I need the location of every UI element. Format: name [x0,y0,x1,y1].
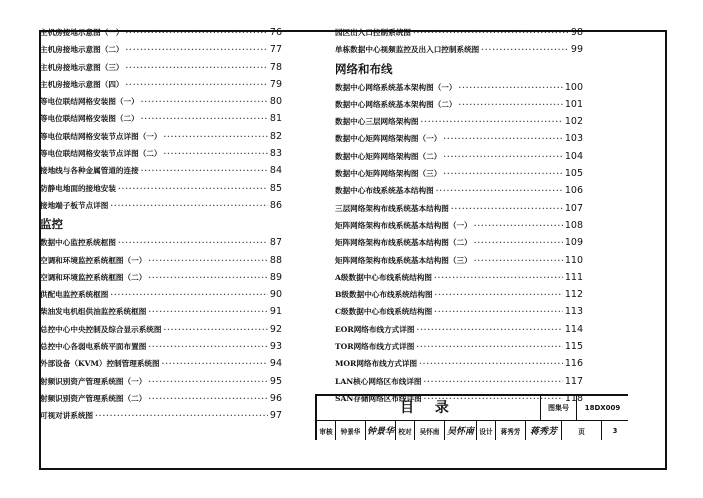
dot-leader [141,93,268,110]
toc-entry-title: 供配电监控系统框图 [40,290,109,300]
toc-entry-page: 93 [269,341,282,353]
section-heading: 监控 [40,217,63,232]
toc-entry-title: SAN存储网络区布线详图 [335,393,422,403]
toc-entry-title: 数据中心三层网络架构图 [335,117,419,127]
designer-signature: 蒋秀芳 [526,421,562,440]
toc-entry-page: 84 [269,165,282,177]
dot-leader [148,303,268,320]
toc-entry[interactable] [335,234,583,251]
toc-entry[interactable] [40,93,282,110]
toc-entry[interactable] [40,76,282,93]
toc-entry-title: 数据中心布线系统基本结构图 [335,186,434,196]
toc-entry[interactable] [40,59,282,76]
toc-right-column [335,24,583,407]
toc-entry[interactable] [40,128,282,145]
page-value: 3 [612,426,618,435]
dot-leader [416,338,563,355]
toc-entry[interactable] [40,303,282,320]
dot-leader [416,321,562,338]
check-label: 校对 [396,421,415,440]
toc-entry-page: 102 [564,116,583,128]
toc-entry-page: 108 [564,219,583,231]
dot-leader [162,355,268,372]
dot-leader [95,407,268,424]
toc-entry[interactable] [335,130,583,147]
signature-row [317,421,628,440]
toc-entry-title: 射频识别资产管理系统图（一） [40,376,147,386]
dot-leader [126,76,268,93]
reviewer-name: 钟景华 [336,421,366,440]
toc-entry-page: 109 [564,237,583,249]
toc-entry-title: 主机房接地示意图（三） [40,62,124,72]
toc-entry-title: C级数据中心布线系统结构图 [335,307,433,317]
toc-entry-page: 86 [269,199,282,211]
dot-leader [434,269,563,286]
toc-entry-title: 总控中心中央控制及综合显示系统图 [40,324,162,334]
toc-left-column [40,24,282,425]
dot-leader [164,145,268,162]
dot-leader [424,373,563,390]
toc-entry-title: 接地端子板节点详图 [40,200,109,210]
atlas-number-value: 18DX009 [584,404,621,412]
toc-entry-page: 107 [564,202,583,214]
dot-leader [148,373,268,390]
toc-entry[interactable] [40,162,282,179]
dot-leader [413,24,569,41]
dot-leader [126,24,268,41]
toc-entry-page: 92 [269,323,282,335]
toc-entry-title: 数据中心矩阵网络架构图（一） [335,134,442,144]
toc-entry-title: 防静电地面的接地安装 [40,183,116,193]
toc-entry[interactable] [335,79,583,96]
designer-name: 蒋秀芳 [496,421,526,440]
toc-entry-title: EOR网络布线方式详图 [335,324,415,334]
dot-leader [481,41,569,58]
toc-entry[interactable] [40,286,282,303]
toc-entry-title: 空调和环境监控系统框图（一） [40,255,147,265]
toc-entry-page: 111 [564,271,583,283]
toc-entry[interactable] [335,321,583,338]
dot-leader [474,234,563,251]
reviewer-signature: 钟景华 [366,421,396,440]
toc-entry[interactable] [335,24,583,41]
toc-entry-title: 数据中心矩阵网络架构图（二） [335,151,442,161]
toc-entry-page: 83 [269,148,282,160]
dot-leader [110,197,268,214]
toc-entry-page: 77 [269,44,282,56]
toc-entry-title: A级数据中心布线系统结构图 [335,272,433,282]
toc-entry-title: 园区出入口控制系统图 [335,28,411,37]
toc-entry-page: 85 [269,182,282,194]
toc-entry[interactable] [40,110,282,127]
toc-entry[interactable] [335,148,583,165]
toc-entry-page: 81 [269,113,282,125]
toc-entry-page: 110 [564,254,583,266]
dot-leader [459,79,563,96]
toc-entry-title: 数据中心网络系统基本架构图（二） [335,99,457,109]
atlas-number-label: 图集号 [541,396,577,420]
toc-entry-page: 98 [570,27,583,38]
toc-entry[interactable] [40,180,282,197]
toc-entry-title: 射频识别资产管理系统图（二） [40,393,147,403]
toc-entry-page: 78 [269,61,282,73]
dot-leader [434,303,563,320]
toc-entry[interactable] [40,41,282,58]
toc-entry-title: LAN核心网络区布线详图 [335,376,422,386]
toc-entry-title: 外部设备（KVM）控制管理系统图 [40,359,160,369]
review-label: 审核 [317,421,336,440]
toc-entry-page: 99 [570,44,583,56]
toc-entry-title: 矩阵网络架构布线系统基本结构图（三） [335,255,472,265]
toc-entry-title: 主机房接地示意图（四） [40,79,124,89]
toc-entry-title: 等电位联结网格安装图（一） [40,97,139,107]
toc-entry-title: 接地线与各种金属管道的连接 [40,166,139,176]
toc-entry-page: 117 [564,375,583,387]
toc-entry-page: 89 [269,271,282,283]
dot-leader [110,286,268,303]
toc-entry-page: 103 [564,133,583,145]
dot-leader [421,113,563,130]
toc-entry[interactable] [40,234,282,251]
dot-leader [141,110,268,127]
title-block-title: 目 录 [317,396,541,420]
toc-entry-title: 总控中心各弱电系统平面布置图 [40,342,147,352]
toc-entry-title: MOR网络布线方式详图 [335,359,418,369]
toc-entry[interactable] [335,303,583,320]
toc-entry-page: 104 [564,150,583,162]
checker-signature: 吴怀南 [445,421,477,440]
dot-leader [148,269,268,286]
toc-entry-title: 主机房接地示意图（一） [40,28,124,37]
design-label: 设计 [477,421,496,440]
toc-entry[interactable] [40,321,282,338]
page-label: 页 [562,421,602,440]
toc-entry-page: 115 [564,341,583,353]
toc-entry-title: 柴油发电机组供油监控系统框图 [40,307,147,317]
dot-leader [148,252,268,269]
checker-name: 吴怀南 [415,421,445,440]
toc-entry-title: 等电位联结网格安装图（二） [40,114,139,124]
dot-leader [443,165,563,182]
toc-entry[interactable] [40,252,282,269]
toc-entry[interactable] [40,355,282,372]
toc-entry[interactable] [40,24,282,41]
toc-entry[interactable] [335,96,583,113]
toc-entry-page: 91 [269,306,282,318]
dot-leader [126,59,268,76]
dot-leader [118,180,268,197]
toc-entry-page: 118 [564,392,583,404]
toc-entry-title: 等电位联结网格安装节点详图（二） [40,149,162,159]
toc-entry-title: 单栋数据中心视频监控及出入口控制系统图 [335,45,480,55]
toc-entry-title: 矩阵网络架构布线系统基本结构图（一） [335,220,472,230]
toc-entry-title: 可视对讲系统图 [40,411,94,421]
toc-entry[interactable] [40,269,282,286]
toc-entry-page: 113 [564,306,583,318]
toc-entry[interactable] [335,165,583,182]
dot-leader [141,162,268,179]
toc-entry-page: 94 [269,358,282,370]
toc-entry[interactable] [335,200,583,217]
toc-entry[interactable] [335,182,583,199]
title-block [315,394,628,440]
toc-entry[interactable] [335,41,583,58]
toc-entry[interactable] [335,373,583,390]
toc-entry[interactable] [335,252,583,269]
toc-entry-page: 80 [269,96,282,108]
toc-entry-page: 76 [269,27,282,38]
toc-entry-page: 82 [269,130,282,142]
dot-leader [443,130,563,147]
dot-leader [164,128,268,145]
dot-leader [443,148,563,165]
toc-entry[interactable] [335,113,583,130]
toc-entry[interactable] [335,217,583,234]
dot-leader [459,96,563,113]
dot-leader [148,390,268,407]
toc-entry-title: B级数据中心布线系统结构图 [335,290,433,300]
toc-entry-page: 105 [564,168,583,180]
toc-entry-title: 主机房接地示意图（二） [40,45,124,55]
dot-leader [164,321,268,338]
dot-leader [451,200,563,217]
dot-leader [126,41,268,58]
toc-entry-page: 106 [564,185,583,197]
toc-entry-page: 90 [269,289,282,301]
toc-entry-page: 114 [564,323,583,335]
toc-entry-page: 97 [269,410,282,422]
toc-entry-page: 79 [269,78,282,90]
dot-leader [436,182,563,199]
dot-leader [419,355,563,372]
dot-leader [474,217,563,234]
toc-entry[interactable] [40,407,282,424]
toc-entry[interactable] [335,286,583,303]
dot-leader [435,286,563,303]
toc-entry-title: 数据中心网络系统基本架构图（一） [335,82,457,92]
toc-entry-title: 三层网络架构布线系统基本结构图 [335,203,449,213]
section-heading: 网络和布线 [335,61,393,76]
toc-entry-title: 矩阵网络架构布线系统基本结构图（二） [335,238,472,248]
toc-entry-title: 数据中心矩阵网络架构图（三） [335,169,442,179]
toc-entry[interactable] [40,197,282,214]
toc-entry-title: 数据中心监控系统框图 [40,238,116,248]
toc-entry[interactable] [40,373,282,390]
toc-entry-title: 等电位联结网格安装节点详图（一） [40,131,162,141]
toc-entry[interactable] [40,145,282,162]
toc-entry[interactable] [335,355,583,372]
toc-entry-page: 101 [564,98,583,110]
toc-entry-page: 116 [564,358,583,370]
toc-entry-page: 95 [269,375,282,387]
toc-entry-page: 96 [269,392,282,404]
toc-entry-title: TOR网络布线方式详图 [335,342,415,352]
dot-leader [474,252,563,269]
toc-entry[interactable] [335,338,583,355]
toc-entry-page: 100 [564,81,583,93]
toc-entry-page: 112 [564,289,583,301]
toc-entry[interactable] [40,338,282,355]
toc-entry-page: 87 [269,237,282,249]
toc-entry[interactable] [40,390,282,407]
dot-leader [148,338,268,355]
toc-entry-page: 88 [269,254,282,266]
toc-entry-title: 空调和环境监控系统框图（二） [40,272,147,282]
toc-entry[interactable] [335,269,583,286]
dot-leader [118,234,268,251]
